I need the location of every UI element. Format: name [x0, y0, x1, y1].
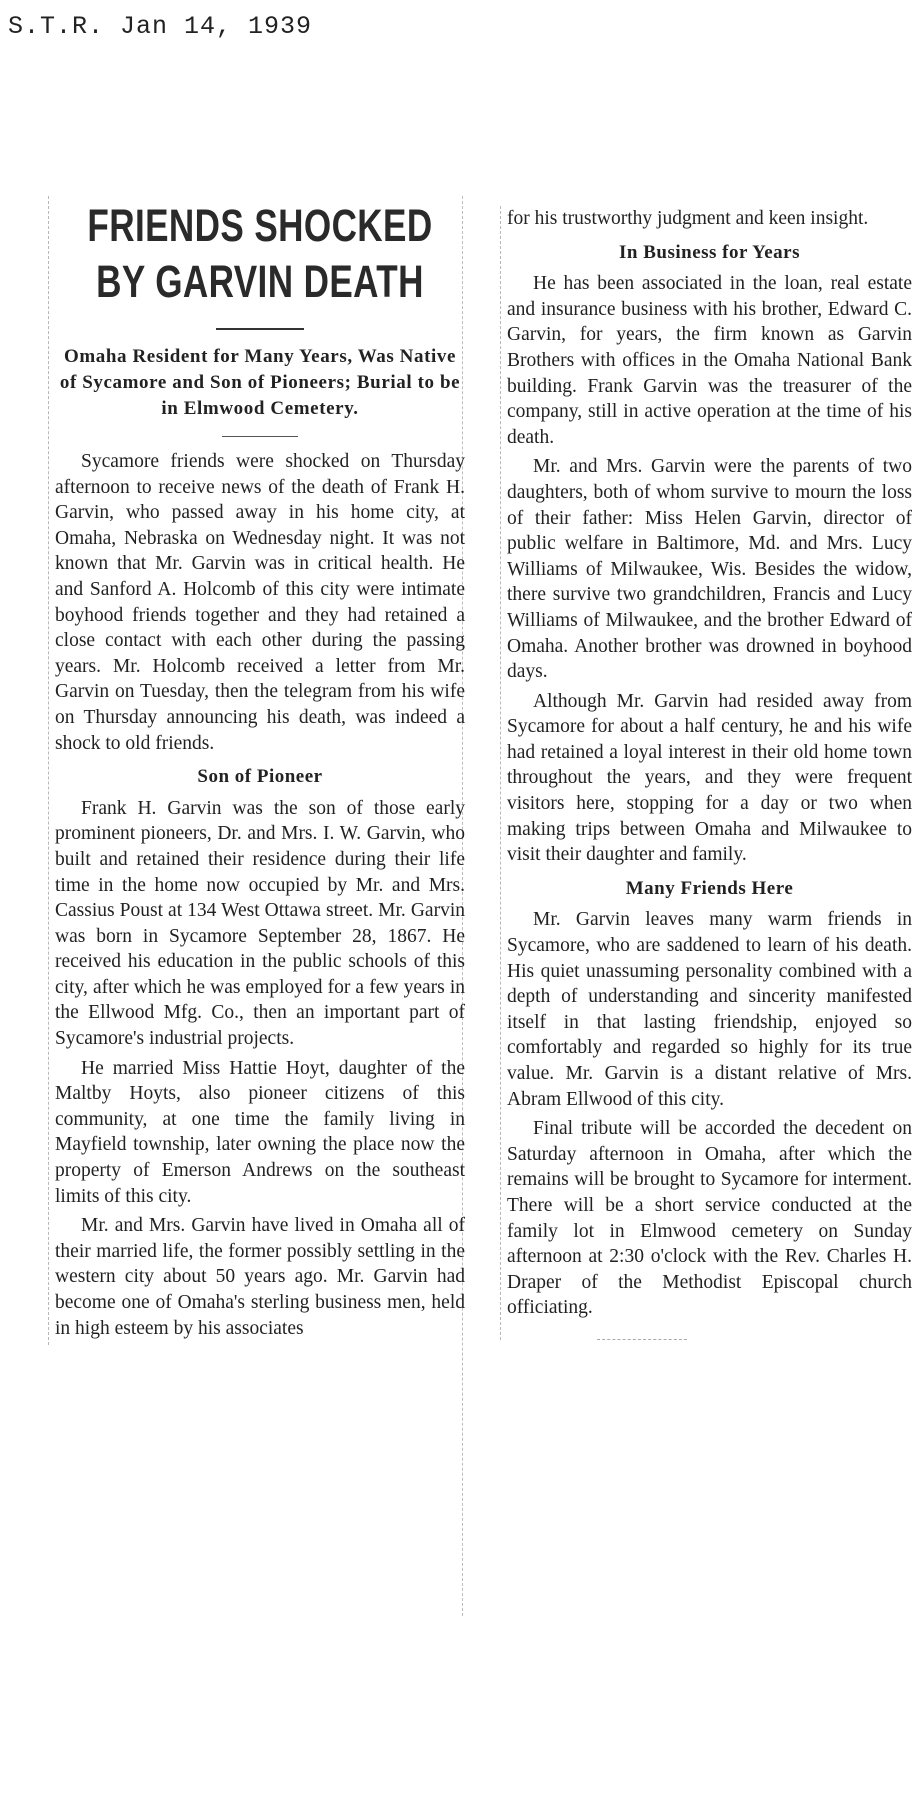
clipping-date-label: S.T.R. Jan 14, 1939	[8, 12, 313, 41]
body-paragraph: Mr. Garvin leaves many warm friends in Sycamore, who are saddened to learn of his death. His quiet unassuming personality combined with a depth of understanding and sincerity manifested itself in that lasting friendship, enjoyed so comfortably and regarded so highly for its true value. Mr. Garvin is a distant relative of Mrs. Abram Ellwood of this city.	[507, 909, 912, 1110]
body-paragraph: Mr. and Mrs. Garvin have lived in Omaha all of their married life, the former possibly settling in the western city about 50 years ago. Mr. Garvin had become one of Omaha's sterling business men, held in high esteem by his associates	[55, 1215, 465, 1339]
article-column-right	[500, 206, 912, 1340]
headline	[69, 198, 451, 310]
article-column-left	[48, 196, 465, 1345]
body-paragraph: Sycamore friends were shocked on Thursday afternoon to receive news of the death of Frank H. Garvin, who passed away in his home city, at Omaha, Nebraska on Wednesday night. It was not known that Mr. Garvin was in critical health. He and Sanford A. Holcomb of this city were intimate boyhood friends together and they had retained a close contact with each other during the passing years. Mr. Holcomb received a letter from Mr. Garvin on Tuesday, then the telegram from his wife on Thursday announcing his death, was indeed a shock to old friends.	[55, 451, 465, 754]
headline-line-1: FRIENDS SHOCKED	[87, 200, 433, 251]
body-paragraph-continued: for his trustworthy judgment and keen insight.	[507, 208, 869, 229]
deck-subheadline: Omaha Resident for Many Years, Was Native of Sycamore and Son of Pioneers; Burial to be in Elmwood Cemetery.	[59, 346, 461, 419]
headline-line-2: BY GARVIN DEATH	[96, 256, 424, 307]
body-paragraph: Final tribute will be accorded the decedent on Saturday afternoon in Omaha, after which the remains will be brought to Sycamore for interment. There will be a short service conducted at the family lot in Elmwood cemetery on Sunday afternoon at 2:30 o'clock with the Rev. Charles H. Draper of the Methodist Episcopal church officiating.	[507, 1118, 912, 1319]
body-paragraph: Mr. and Mrs. Garvin were the parents of two daughters, both of whom survive to mourn the loss of their father: Miss Helen Garvin, director of public welfare in Baltimore, Md. and Mrs. Lucy Williams of Milwaukee, Wis. Besides the widow, there survive two grandchildren, Francis and Lucy Williams of Milwaukee, and the brother Edward of Omaha. Another brother was drowned in boyhood days.	[507, 456, 912, 683]
subhead-many-friends: Many Friends Here	[625, 877, 794, 899]
end-mark	[597, 1339, 687, 1340]
body-paragraph: Frank H. Garvin was the son of those early prominent pioneers, Dr. and Mrs. I. W. Garvin, who built and retained their residence during their life time in the home now occupied by Mr. and Mrs. Cassius Poust at 134 West Ottawa street. Mr. Garvin was born in Sycamore September 28, 1867. He received his education in the public schools of this city, after which he was employed for a few years in the Ellwood Mfg. Co., then an important part of Sycamore's industrial projects.	[55, 797, 465, 1050]
subhead-son-of-pioneer: Son of Pioneer	[197, 766, 323, 788]
body-paragraph: Although Mr. Garvin had resided away from Sycamore for about a half century, he and his wife had retained a loyal interest in their old home town throughout the years, and they were frequent visitors here, stopping for a day or two when making trips between Omaha and Milwaukee to visit their daughter and family.	[507, 690, 912, 866]
headline-rule	[216, 328, 304, 330]
subhead-in-business: In Business for Years	[619, 241, 800, 263]
deck-rule	[222, 436, 298, 437]
body-paragraph: He has been associated in the loan, real estate and insurance business with his brother, Edward C. Garvin, for years, the firm known as Garvin Brothers with offices in the Omaha National Bank building. Frank Garvin was the treasurer of the company, still in active operation at the time of his death.	[507, 273, 912, 448]
body-paragraph: He married Miss Hattie Hoyt, daughter of the Maltby Hoyts, also pioneer citizens of this community, at one time the family living in Mayfield township, later owning the place now the property of Emerson Andrews on the southeast limits of this city.	[55, 1057, 465, 1207]
